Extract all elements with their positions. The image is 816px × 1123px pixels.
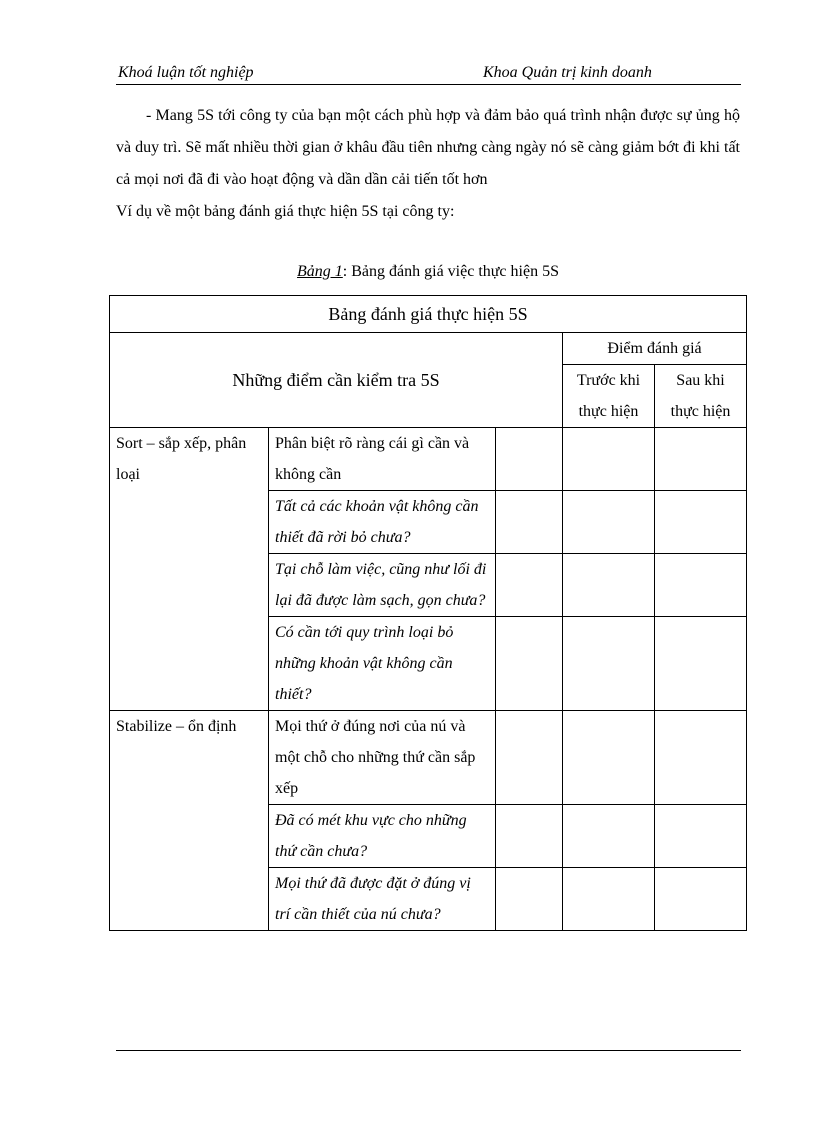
paragraph-intro: - Mang 5S tới công ty của bạn một cách phù hợp và đảm bảo quá trình nhận được sự ủng hộ và duy trì. Sẽ mất nhiều thời gian ở khâu đầu tiên nhưng càng ngày nó sẽ càng giảm bớt đi khi tất cả mọi nơi đã đi vào hoạt động và dần dần cải tiến tốt hơn [116, 107, 740, 188]
before-score-cell [563, 617, 655, 711]
before-score-cell [563, 491, 655, 554]
page-header [116, 62, 741, 85]
table-title: Bảng đánh giá thực hiện 5S [110, 296, 747, 333]
after-score-cell [655, 491, 747, 554]
footer-rule [116, 1050, 741, 1051]
category-cell: Sort – sắp xếp, phân loại [110, 428, 269, 711]
caption-label: Bảng 1 [297, 263, 343, 280]
extra-cell [496, 711, 563, 805]
checkpoint-cell: Đã có mét khu vực cho những thứ cần chưa? [269, 805, 496, 868]
after-score-cell [655, 711, 747, 805]
paragraph-example: Ví dụ về một bảng đánh giá thực hiện 5S tại công ty: [116, 203, 455, 220]
extra-cell [496, 554, 563, 617]
checkpoint-cell: Tại chỗ làm việc, cũng như lối đi lại đã được làm sạch, gọn chưa? [269, 554, 496, 617]
table-caption [116, 263, 740, 281]
table-title-row [110, 296, 747, 333]
checkpoint-cell: Mọi thứ ở đúng nơi của nú và một chỗ cho những thứ cần sắp xếp [269, 711, 496, 805]
checkpoint-cell: Phân biệt rõ ràng cái gì cần và không cần [269, 428, 496, 491]
after-score-cell [655, 617, 747, 711]
header-score-group: Điểm đánh giá [563, 333, 747, 365]
body-text [116, 100, 740, 228]
checkpoint-cell: Tất cả các khoản vật không cần thiết đã rời bỏ chưa? [269, 491, 496, 554]
header-after: Sau khi thực hiện [655, 365, 747, 428]
extra-cell [496, 491, 563, 554]
header-checkpoints: Những điểm cần kiểm tra 5S [110, 333, 563, 428]
extra-cell [496, 805, 563, 868]
before-score-cell [563, 711, 655, 805]
header-faculty-label: Khoa Quản trị kinh doanh [483, 64, 652, 81]
extra-cell [496, 617, 563, 711]
table-header-row-1 [110, 333, 747, 365]
before-score-cell [563, 554, 655, 617]
header-before: Trước khi thực hiện [563, 365, 655, 428]
after-score-cell [655, 554, 747, 617]
extra-cell [496, 868, 563, 931]
caption-text: : Bảng đánh giá việc thực hiện 5S [342, 263, 559, 280]
category-cell: Stabilize – ổn định [110, 711, 269, 931]
after-score-cell [655, 868, 747, 931]
before-score-cell [563, 868, 655, 931]
before-score-cell [563, 428, 655, 491]
header-thesis-label: Khoá luận tốt nghiệp [118, 64, 254, 81]
checkpoint-cell: Mọi thứ đã được đặt ở đúng vị trí cần thiết của nú chưa? [269, 868, 496, 931]
table-row [110, 711, 747, 805]
table-body [110, 428, 747, 931]
after-score-cell [655, 805, 747, 868]
before-score-cell [563, 805, 655, 868]
evaluation-table [109, 295, 747, 931]
checkpoint-cell: Có cần tới quy trình loại bỏ những khoản vật không cần thiết? [269, 617, 496, 711]
after-score-cell [655, 428, 747, 491]
extra-cell [496, 428, 563, 491]
table-row [110, 428, 747, 491]
